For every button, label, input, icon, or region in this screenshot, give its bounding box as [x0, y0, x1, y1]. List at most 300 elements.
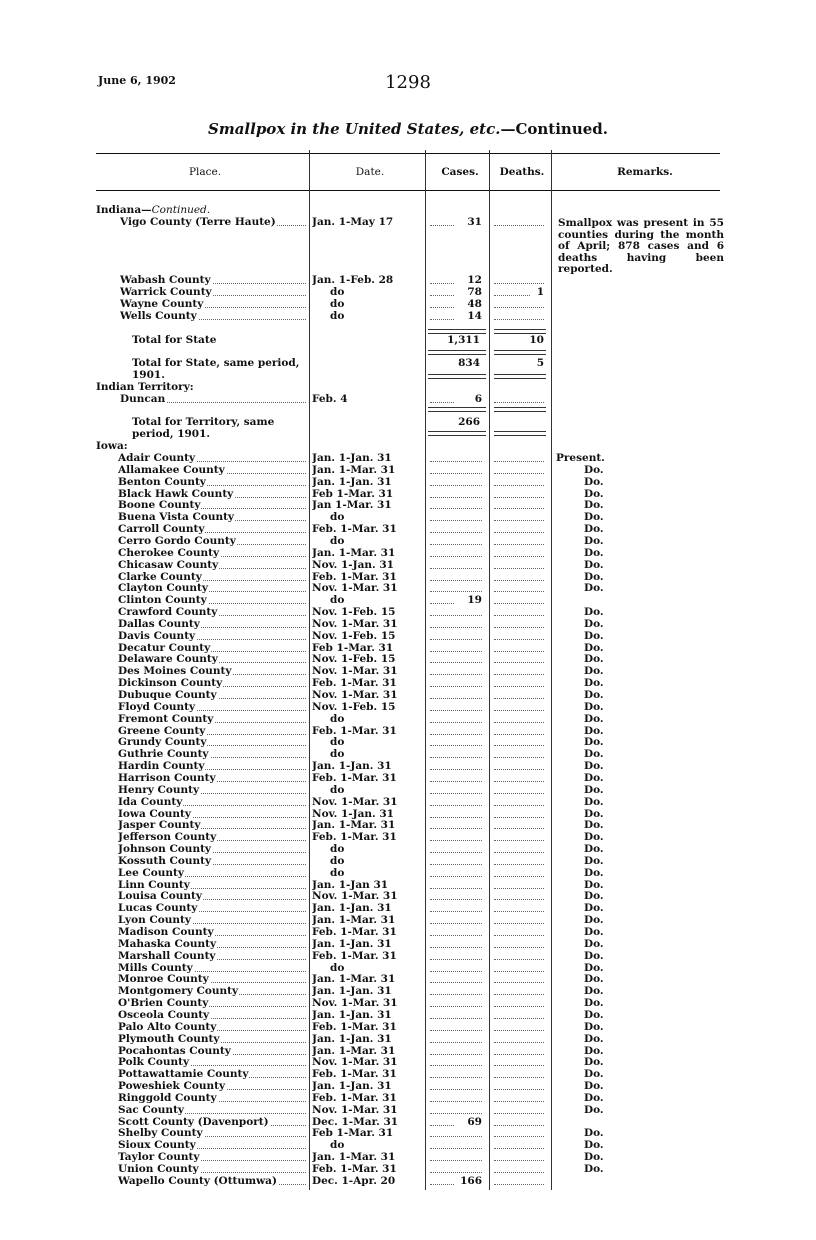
place-name	[118, 997, 330, 1009]
dot-leader	[430, 994, 482, 995]
remarks-value: Do.	[584, 937, 604, 950]
title-suffix: —Continued.	[500, 120, 608, 138]
dot-leader	[430, 580, 482, 581]
dot-leader	[494, 1160, 544, 1161]
date-range: Nov. 1-Mar. 31	[312, 890, 398, 903]
dot-leader	[494, 876, 544, 877]
date-range: do	[330, 843, 345, 856]
place-label: Hardin County	[118, 760, 205, 773]
place-label: Mahaska County	[118, 937, 217, 950]
table-row	[0, 1139, 816, 1151]
place-label: Louisa County	[118, 890, 202, 903]
dot-leader	[494, 899, 544, 900]
indiana-heading: Indiana—	[96, 204, 152, 216]
remarks-value: Do.	[584, 1127, 604, 1140]
dot-leader	[494, 745, 544, 746]
remarks-value: Do.	[584, 902, 604, 915]
place-name	[120, 274, 332, 286]
table-row	[0, 1033, 816, 1045]
dot-leader	[430, 947, 482, 948]
dot-leader	[494, 603, 544, 604]
remarks-value: Do.	[584, 1020, 604, 1033]
date-range: Nov. 1-Mar. 31	[312, 665, 398, 678]
dot-leader	[494, 1042, 544, 1043]
total-rule	[494, 374, 546, 379]
place-label: Linn County	[118, 878, 190, 891]
dot-leader	[430, 1077, 482, 1078]
table-row	[0, 535, 816, 547]
place-name	[118, 867, 330, 879]
total-rule	[494, 407, 546, 412]
place-name	[120, 298, 332, 310]
table-row	[0, 274, 816, 286]
dot-leader	[430, 544, 482, 545]
date-range: Jan. 1-Mar. 31	[312, 914, 396, 927]
section-heading-indiana	[96, 204, 210, 216]
remarks-value: Do.	[584, 807, 604, 820]
date-range: Jan. 1-Jan. 31	[312, 1032, 392, 1045]
place-name	[118, 488, 330, 500]
table-row	[0, 808, 816, 820]
date-range: Nov. 1-Mar. 31	[312, 617, 398, 630]
column-header-cases: Cases.	[441, 166, 479, 178]
dot-leader	[430, 959, 482, 960]
cases-value: 48	[467, 298, 482, 310]
place-label: Wayne County	[120, 298, 204, 310]
place-name	[118, 879, 330, 891]
place-label: Greene County	[118, 724, 206, 737]
table-row	[0, 1151, 816, 1163]
dot-leader	[494, 911, 544, 912]
dot-leader	[494, 1077, 544, 1078]
total-rule	[428, 350, 486, 355]
remarks-value: Do.	[584, 1068, 604, 1081]
place-name	[118, 1116, 330, 1128]
date-range: Feb. 1-Mar. 31	[312, 926, 397, 938]
column-header-place: Place.	[188, 166, 222, 178]
date-range: do	[330, 866, 345, 879]
dot-leader	[494, 971, 544, 972]
cases-value: 12	[467, 274, 482, 286]
place-label: O'Brien County	[118, 997, 209, 1010]
table-row	[0, 1021, 816, 1033]
place-name	[118, 902, 330, 914]
dot-leader	[430, 935, 482, 936]
place-label: Jasper County	[118, 819, 201, 832]
indiana-total-deaths: 10	[529, 334, 544, 346]
place-name	[118, 962, 330, 974]
remarks-value: Do.	[584, 926, 604, 938]
remarks-value: Do.	[584, 997, 604, 1010]
remarks-value: Do.	[584, 1151, 604, 1164]
date-range: Feb 1-Mar. 31	[312, 1127, 394, 1140]
dot-leader	[494, 864, 544, 865]
dot-leader	[430, 485, 482, 486]
remarks-value: Do.	[584, 511, 604, 524]
dot-leader	[494, 591, 544, 592]
place-name	[118, 855, 330, 867]
dot-leader	[494, 722, 544, 723]
date-range: Nov. 1-Jan. 31	[312, 558, 394, 571]
place-name	[118, 464, 330, 476]
remarks-value: Do.	[584, 629, 604, 642]
page-title	[0, 120, 816, 138]
dot-leader	[430, 710, 482, 711]
place-label: Wells County	[120, 310, 197, 322]
indian-territory-total-label: Total for Territory, same period, 1901.	[132, 416, 275, 440]
remarks-value: Do.	[584, 1103, 604, 1116]
dot-leader	[494, 1125, 544, 1126]
date-range: do	[330, 298, 345, 310]
date-range: Feb. 1-Mar. 31	[312, 1020, 397, 1033]
table-row	[0, 1056, 816, 1068]
place-name	[118, 689, 330, 701]
place-name	[120, 286, 332, 298]
dot-leader	[430, 1065, 482, 1066]
place-label: Lyon County	[118, 914, 191, 927]
date-range: Nov. 1-Feb. 15	[312, 606, 396, 619]
date-range: do	[330, 961, 345, 974]
dot-leader	[430, 817, 482, 818]
table-row	[0, 310, 816, 322]
place-label: Carroll County	[118, 523, 205, 536]
dot-leader	[430, 520, 482, 521]
table-row	[0, 831, 816, 843]
place-label: Warrick County	[120, 286, 212, 298]
dot-leader	[430, 662, 482, 663]
date-range: do	[330, 594, 345, 607]
table-row	[0, 890, 816, 902]
dot-leader	[494, 627, 544, 628]
dot-leader	[494, 1101, 544, 1102]
dot-leader	[494, 1030, 544, 1031]
place-name	[118, 606, 330, 618]
date-range: Dec. 1-Apr. 20	[312, 1174, 396, 1187]
table-row	[0, 286, 816, 298]
dot-leader	[494, 319, 544, 320]
place-label: Monroe County	[118, 973, 209, 986]
table-row	[0, 1127, 816, 1139]
indiana-total-label: Total for State	[132, 334, 217, 346]
table-row	[0, 618, 816, 630]
dot-leader	[430, 591, 482, 592]
table-row	[0, 476, 816, 488]
place-name	[118, 653, 330, 665]
table-row	[0, 772, 816, 784]
place-name	[118, 630, 330, 642]
dot-leader	[494, 686, 544, 687]
indiana-total-cases: 1,311	[447, 334, 480, 346]
place-label: Lucas County	[118, 902, 198, 915]
remarks-value: Do.	[584, 973, 604, 986]
table-top-rule	[96, 153, 720, 154]
place-name	[118, 736, 330, 748]
place-name	[118, 843, 330, 855]
dot-leader	[430, 864, 482, 865]
date-range: Nov. 1-Feb. 15	[312, 629, 396, 642]
place-label: Jefferson County	[118, 831, 217, 844]
table-row	[0, 997, 816, 1009]
dot-leader	[494, 674, 544, 675]
dot-leader	[430, 651, 482, 652]
dot-leader	[494, 817, 544, 818]
dot-leader	[494, 639, 544, 640]
place-name	[118, 772, 330, 784]
dot-leader	[430, 556, 482, 557]
place-label: Dallas County	[118, 617, 200, 630]
dot-leader	[494, 769, 544, 770]
place-name	[118, 1104, 330, 1116]
dot-leader	[430, 1018, 482, 1019]
dot-leader	[430, 852, 482, 853]
place-name	[118, 476, 330, 488]
dot-leader	[494, 781, 544, 782]
table-row	[0, 499, 816, 511]
dot-leader	[494, 402, 544, 403]
table-row	[0, 879, 816, 891]
place-name	[118, 523, 330, 535]
table-row	[0, 653, 816, 665]
table-row	[0, 784, 816, 796]
remarks-value: Do.	[584, 736, 604, 749]
title-italic: Smallpox in the United States, etc.	[208, 120, 501, 138]
place-label: Duncan	[120, 393, 166, 405]
date-range: Nov. 1-Jan. 31	[312, 807, 394, 820]
table-row	[0, 962, 816, 974]
place-name	[118, 1151, 330, 1163]
dot-leader	[494, 935, 544, 936]
date-range: Feb. 1-Mar. 31	[312, 724, 397, 737]
dot-leader	[430, 615, 482, 616]
place-label: Cerro Gordo County	[118, 534, 236, 547]
place-name	[120, 216, 332, 228]
dot-leader	[430, 461, 482, 462]
dot-leader	[494, 793, 544, 794]
place-label: Poweshiek County	[118, 1080, 226, 1093]
cases-value: 78	[467, 286, 482, 298]
date-range: do	[330, 310, 345, 322]
place-name	[120, 310, 332, 322]
dot-leader	[430, 1172, 482, 1173]
place-name	[118, 1045, 330, 1057]
dot-leader	[494, 1018, 544, 1019]
remarks-value: Do.	[584, 475, 604, 488]
remarks-value: Do.	[584, 1163, 604, 1175]
date-range: Jan. 1-Mar. 31	[312, 546, 396, 559]
cases-value: 31	[467, 216, 482, 228]
remarks-value: Do.	[584, 760, 604, 773]
remarks-value: Do.	[584, 724, 604, 737]
place-label: Henry County	[118, 783, 200, 796]
cases-value: 14	[467, 310, 482, 322]
remarks-value: Do.	[584, 570, 604, 583]
table-row	[0, 452, 816, 464]
place-name	[120, 393, 332, 405]
dot-leader	[494, 580, 544, 581]
remarks-value: Do.	[584, 961, 604, 974]
date-range: Jan. 1-Mar. 31	[312, 1151, 396, 1164]
dot-leader	[494, 959, 544, 960]
table-row	[0, 1116, 816, 1128]
remarks-value: Do.	[584, 641, 604, 654]
indiana-heading-continued: Continued.	[151, 204, 211, 216]
place-name	[118, 819, 330, 831]
date-range: Feb. 1-Mar. 31	[312, 771, 397, 784]
dot-leader	[430, 1160, 482, 1161]
dot-leader	[494, 888, 544, 889]
date-range: do	[330, 286, 345, 298]
dot-leader	[494, 757, 544, 758]
place-name	[118, 701, 330, 713]
place-name	[118, 1068, 330, 1080]
remarks-value: Do.	[584, 689, 604, 701]
dot-leader	[494, 544, 544, 545]
dot-leader	[430, 722, 482, 723]
place-name	[118, 642, 330, 654]
dot-leader	[430, 1030, 482, 1031]
place-name	[118, 559, 330, 571]
dot-leader	[430, 840, 482, 841]
table-row	[0, 855, 816, 867]
place-label: Guthrie County	[118, 748, 209, 761]
remarks-value: Do.	[584, 1080, 604, 1093]
place-name	[118, 890, 330, 902]
remarks-value: Do.	[584, 878, 604, 891]
place-label: Marshall County	[118, 949, 216, 962]
date-range: do	[330, 783, 345, 796]
table-row	[0, 571, 816, 583]
place-label: Ida County	[118, 795, 183, 808]
date-range: Nov. 1-Feb. 15	[312, 653, 396, 666]
place-label: Clinton County	[118, 594, 207, 607]
column-header-deaths: Deaths.	[499, 166, 545, 178]
dot-leader	[494, 982, 544, 983]
dot-leader	[430, 508, 482, 509]
dot-leader	[430, 686, 482, 687]
remarks-value: Do.	[584, 463, 604, 476]
place-label: Shelby County	[118, 1127, 203, 1140]
place-name	[118, 1021, 330, 1033]
dot-leader	[430, 1136, 482, 1137]
dot-leader	[494, 615, 544, 616]
dot-leader	[430, 828, 482, 829]
dot-leader	[430, 805, 482, 806]
place-label: Union County	[118, 1163, 199, 1175]
indiana-total-prev-deaths: 5	[536, 357, 544, 369]
place-label: Iowa County	[118, 807, 191, 820]
place-name	[118, 1127, 330, 1139]
date-range: Jan. 1-Mar. 31	[312, 463, 396, 476]
remarks-value: Do.	[584, 1008, 604, 1021]
place-name	[118, 511, 330, 523]
dot-leader	[494, 508, 544, 509]
total-rule	[494, 350, 546, 355]
remarks-value: Do.	[584, 866, 604, 879]
place-name	[118, 1056, 330, 1068]
place-label: Buena Vista County	[118, 511, 235, 524]
date-range: Feb 1-Mar. 31	[312, 487, 394, 500]
dot-leader	[430, 1089, 482, 1090]
date-range: Jan. 1-Jan. 31	[312, 760, 392, 773]
place-name	[118, 677, 330, 689]
remarks-value: Do.	[584, 1032, 604, 1045]
place-label: Floyd County	[118, 700, 196, 713]
remarks-value: Present.	[556, 452, 605, 464]
indian-territory-total-cases: 266	[458, 416, 480, 428]
total-rule	[428, 431, 486, 436]
date-range: Jan. 1-Jan. 31	[312, 1080, 392, 1093]
dot-leader	[494, 710, 544, 711]
dot-leader	[430, 757, 482, 758]
dot-leader	[494, 1089, 544, 1090]
date-range: do	[330, 712, 345, 725]
table-row	[0, 985, 816, 997]
dot-leader	[494, 473, 544, 474]
table-row	[0, 926, 816, 938]
indiana-total-prev-cases: 834	[458, 357, 480, 369]
remarks-value: Do.	[584, 582, 604, 595]
table-row	[0, 1009, 816, 1021]
date-range: Nov. 1-Mar. 31	[312, 1056, 398, 1069]
dot-leader	[430, 1113, 482, 1114]
place-label: Madison County	[118, 926, 214, 938]
dot-leader	[430, 674, 482, 675]
dot-leader	[430, 911, 482, 912]
remarks-value: Do.	[584, 1056, 604, 1069]
remarks-value: Do.	[584, 1044, 604, 1057]
date-range: Feb. 1-Mar. 31	[312, 1068, 397, 1081]
date-range: Feb. 1-Mar. 31	[312, 1163, 397, 1175]
place-name	[118, 748, 330, 760]
issue-date: June 6, 1902	[98, 74, 176, 87]
indiana-remark: Smallpox was present in 55 counties during the month of April; 878 cases and 6 deaths having been reported.	[558, 217, 724, 275]
table-row	[0, 1104, 816, 1116]
dot-leader	[430, 532, 482, 533]
table-row	[0, 1045, 816, 1057]
date-range: Feb. 1-Mar. 31	[312, 570, 397, 583]
place-label: Black Hawk County	[118, 487, 234, 500]
date-range: Nov. 1-Mar. 31	[312, 997, 398, 1010]
dot-leader	[494, 307, 544, 308]
remarks-value: Do.	[584, 843, 604, 856]
dot-leader	[494, 994, 544, 995]
place-label: Kossuth County	[118, 854, 212, 867]
table-row	[0, 677, 816, 689]
place-name	[118, 452, 330, 464]
remarks-value: Do.	[584, 1139, 604, 1152]
table-row	[0, 736, 816, 748]
remarks-value: Do.	[584, 712, 604, 725]
dot-leader	[494, 734, 544, 735]
cases-value: 6	[474, 393, 482, 405]
place-label: Scott County (Davenport)	[118, 1115, 269, 1128]
place-label: Wabash County	[120, 274, 211, 286]
date-range: Jan. 1-Jan. 31	[312, 1008, 392, 1021]
place-label: Dickinson County	[118, 677, 223, 690]
place-name	[118, 926, 330, 938]
remarks-value: Do.	[584, 985, 604, 998]
table-row	[0, 689, 816, 701]
place-label: Taylor County	[118, 1151, 200, 1164]
place-label: Allamakee County	[118, 463, 225, 476]
table-row	[0, 973, 816, 985]
date-range: Jan. 1-Jan. 31	[312, 475, 392, 488]
table-row	[0, 902, 816, 914]
place-label: Adair County	[118, 452, 196, 464]
table-row	[0, 606, 816, 618]
dot-leader	[494, 461, 544, 462]
place-name	[118, 1163, 330, 1175]
